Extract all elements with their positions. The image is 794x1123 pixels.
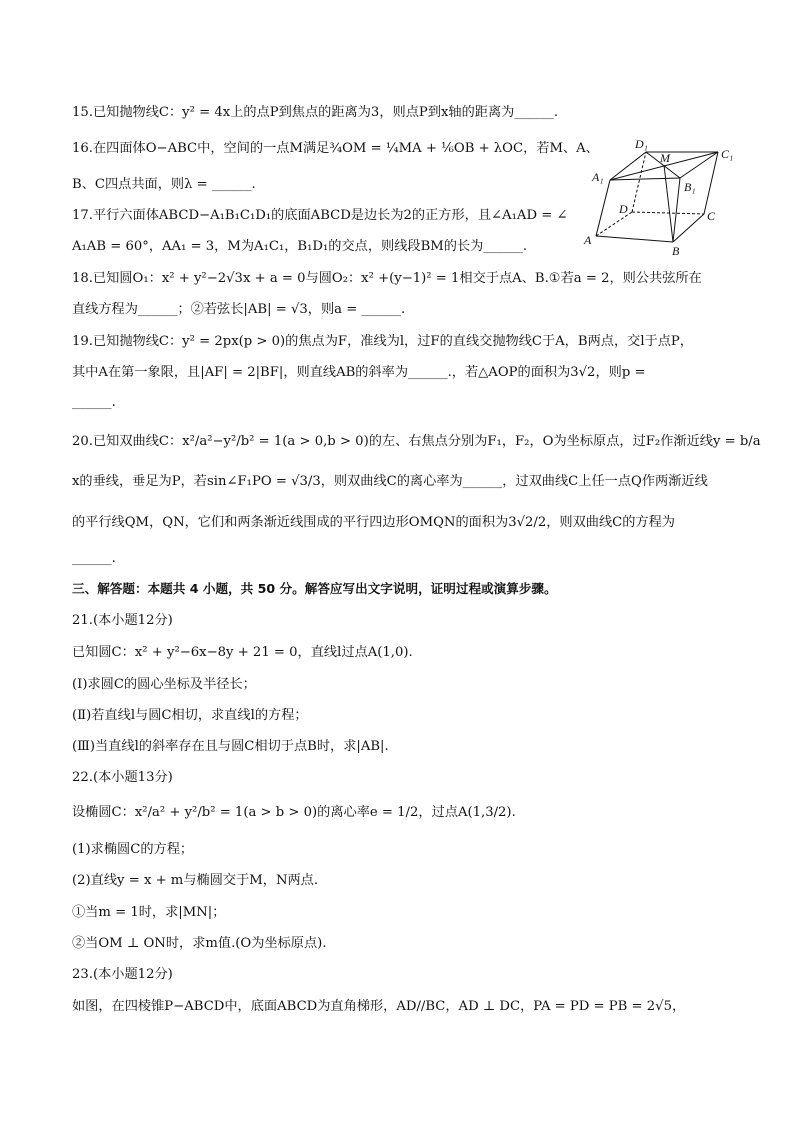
question-20-line-1: 20.已知双曲线C：x²/a²−y²/b² = 1(a > 0,b > 0)的左、右焦点分别为F₁，F₂，O为坐标原点，过F₂作渐近线y = b/a <box>72 434 761 449</box>
question-17-line-1: 17.平行六面体ABCD−A₁B₁C₁D₁的底面ABCD是边长为2的正方形，且∠A₁AD = ∠ <box>72 208 568 223</box>
question-20-line-2: x的垂线，垂足为P，若sin∠F₁PO = √3/3，则双曲线C的离心率为______，过双曲线C上任一点Q作两渐近线 <box>72 474 708 489</box>
line-b-m <box>664 165 673 242</box>
question-21-part-1: (Ⅰ)求圆C的圆心坐标及半径长； <box>72 677 256 692</box>
edge-c-c1 <box>704 152 718 214</box>
question-21-part-2: (Ⅱ)若直线l与圆C相切，求直线l的方程； <box>72 708 308 723</box>
edge-a1-b1 <box>610 178 680 180</box>
question-20-line-4: ______. <box>72 551 116 566</box>
question-22-part-2b: ②当OM ⊥ ON时，求m值.(O为坐标原点). <box>72 936 327 951</box>
question-21-title: 21.(本小题12分) <box>72 613 173 628</box>
label-m: M <box>660 151 670 165</box>
question-19-line-2: 其中A在第一象限，且|AF| = 2|BF|，则直线AB的斜率为______.，若△AOP的面积为3√2，则p = <box>72 365 646 380</box>
label-a1: A₁ <box>592 170 604 184</box>
label-b: B <box>672 244 680 258</box>
question-22-stem: 设椭圆C：x²/a² + y²/b² = 1(a > b > 0)的离心率e = 1/2，过点A(1,3/2). <box>72 805 516 820</box>
label-d1: D₁ <box>635 137 648 151</box>
edge-d-c <box>632 212 704 214</box>
question-18-line-1: 18.已知圆O₁：x² + y²−2√3x + a = 0与圆O₂：x² +(y−1)² = 1相交于点A、B.①若a = 2，则公共弦所在 <box>72 271 702 286</box>
question-23-stem: 如图，在四棱锥P−ABCD中，底面ABCD为直角梯形，AD//BC，AD ⊥ DC，PA = PD = PB = 2√5， <box>72 999 686 1014</box>
label-a: A <box>584 233 592 247</box>
edge-b1-c1 <box>680 152 718 178</box>
question-22-part-2a: ①当m = 1时，求|MN|； <box>72 905 226 920</box>
question-22-part-1: (1)求椭圆C的方程； <box>72 842 194 857</box>
parallelepiped-figure <box>580 132 742 260</box>
section-heading: 三、解答题：本题共 4 小题，共 50 分。解答应写出文字说明，证明过程或演算步骤。 <box>72 581 557 596</box>
question-21-part-3: (Ⅲ)当直线l的斜率存在且与圆C相切于点B时，求|AB|. <box>72 739 389 754</box>
question-20-line-3: 的平行线QM，QN，它们和两条渐近线围成的平行四边形OMQN的面积为3√2/2，则双曲线C的方程为 <box>72 515 675 530</box>
label-c1: C₁ <box>721 147 734 161</box>
question-23-title: 23.(本小题12分) <box>72 967 173 982</box>
question-16-line-2: B、C四点共面，则λ = ______. <box>72 177 256 192</box>
edge-b-c <box>673 214 704 242</box>
question-22-part-2: (2)直线y = x + m与椭圆交于M，N两点. <box>72 873 319 888</box>
question-18-line-2: 直线方程为______；②若弦长|AB| = √3，则a = ______. <box>72 302 406 317</box>
question-17-line-2: A₁AB = 60°，AA₁ = 3，M为A₁C₁，B₁D₁的交点，则线段BM的长为______. <box>72 239 528 254</box>
question-19-line-3: ______. <box>72 395 116 410</box>
label-d: D <box>619 202 628 216</box>
edge-a-b <box>596 236 673 242</box>
label-b1: B₁ <box>684 180 696 194</box>
edge-a-a1 <box>596 180 610 236</box>
question-22-title: 22.(本小题13分) <box>72 770 173 785</box>
question-21-stem: 已知圆C：x² + y²−6x−8y + 21 = 0，直线l过点A(1,0). <box>72 645 413 660</box>
question-15: 15.已知抛物线C：y² = 4x上的点P到焦点的距离为3，则点P到x轴的距离为______. <box>72 105 559 120</box>
question-19-line-1: 19.已知抛物线C：y² = 2px(p > 0)的焦点为F，准线为l，过F的直线交抛物线C于A，B两点，交l于点P， <box>72 334 693 349</box>
label-c: C <box>707 209 716 223</box>
question-16-line-1: 16.在四面体O−ABC中，空间的一点M满足¾OM = ¼MA + ⅙OB + λOC，若M、A、 <box>72 141 599 156</box>
edge-b-b1 <box>673 178 680 242</box>
